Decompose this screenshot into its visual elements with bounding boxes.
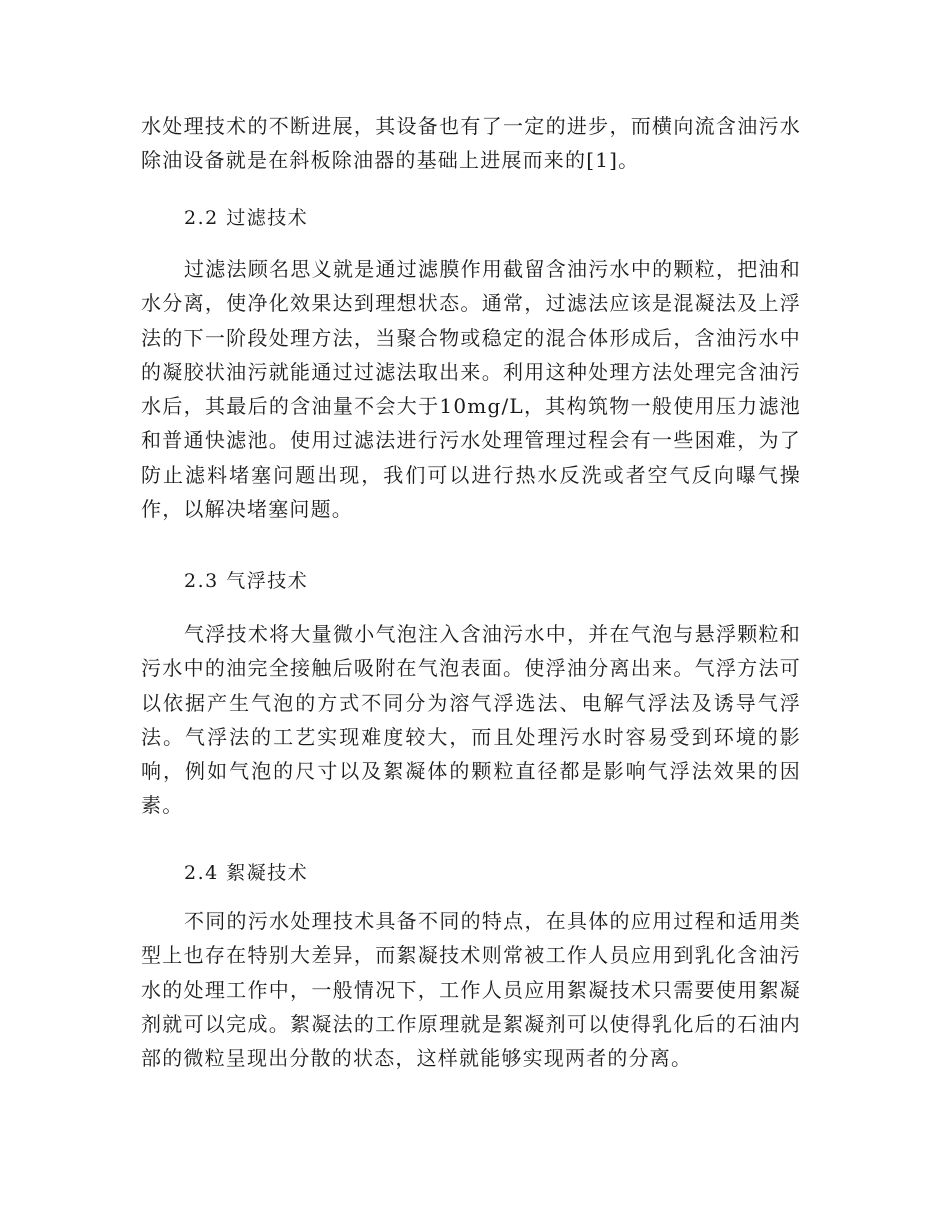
section-body-2-4: 不同的污水处理技术具备不同的特点，在具体的应用过程和适用类型上也存在特别大差异，而絮凝技术则常被工作人员应用到乳化含油污水的处理工作中，一般情况下，工作人员应用絮凝技术只需要使用絮凝剂就可以完成。絮凝法的工作原理就是絮凝剂可以使得乳化后的石油内部的微粒呈现出分散的状态，这样就能够实现两者的分离。 — [141, 909, 801, 1071]
section-heading-2-3: 2.3 气浮技术 — [184, 570, 309, 592]
paragraph-continued: 水处理技术的不断进展，其设备也有了一定的进步，而横向流含油污水除油设备就是在斜板除油器的基础上进展而来的[1]。 — [141, 114, 801, 173]
section-heading-2-4: 2.4 絮凝技术 — [184, 862, 309, 884]
section-heading-2-2: 2.2 过滤技术 — [184, 207, 309, 229]
section-body-2-2: 过滤法顾名思义就是通过滤膜作用截留含油污水中的颗粒，把油和水分离，使净化效果达到理想状态。通常，过滤法应该是混凝法及上浮法的下一阶段处理方法，当聚合物或稳定的混合体形成后，含油污水中的凝胶状油污就能通过过滤法取出来。利用这种处理方法处理完含油污水后，其最后的含油量不会大于10mg/L，其构筑物一般使用压力滤池和普通快滤池。使用过滤法进行污水处理管理过程会有一些困难，为了防止滤料堵塞问题出现，我们可以进行热水反洗或者空气反向曝气操作，以解决堵塞问题。 — [141, 257, 801, 522]
section-body-2-3: 气浮技术将大量微小气泡注入含油污水中，并在气泡与悬浮颗粒和污水中的油完全接触后吸附在气泡表面。使浮油分离出来。气浮方法可以依据产生气泡的方式不同分为溶气浮选法、电解气浮法及诱导气浮法。气浮法的工艺实现难度较大，而且处理污水时容易受到环境的影响，例如气泡的尺寸以及絮凝体的颗粒直径都是影响气浮法效果的因素。 — [141, 622, 801, 818]
